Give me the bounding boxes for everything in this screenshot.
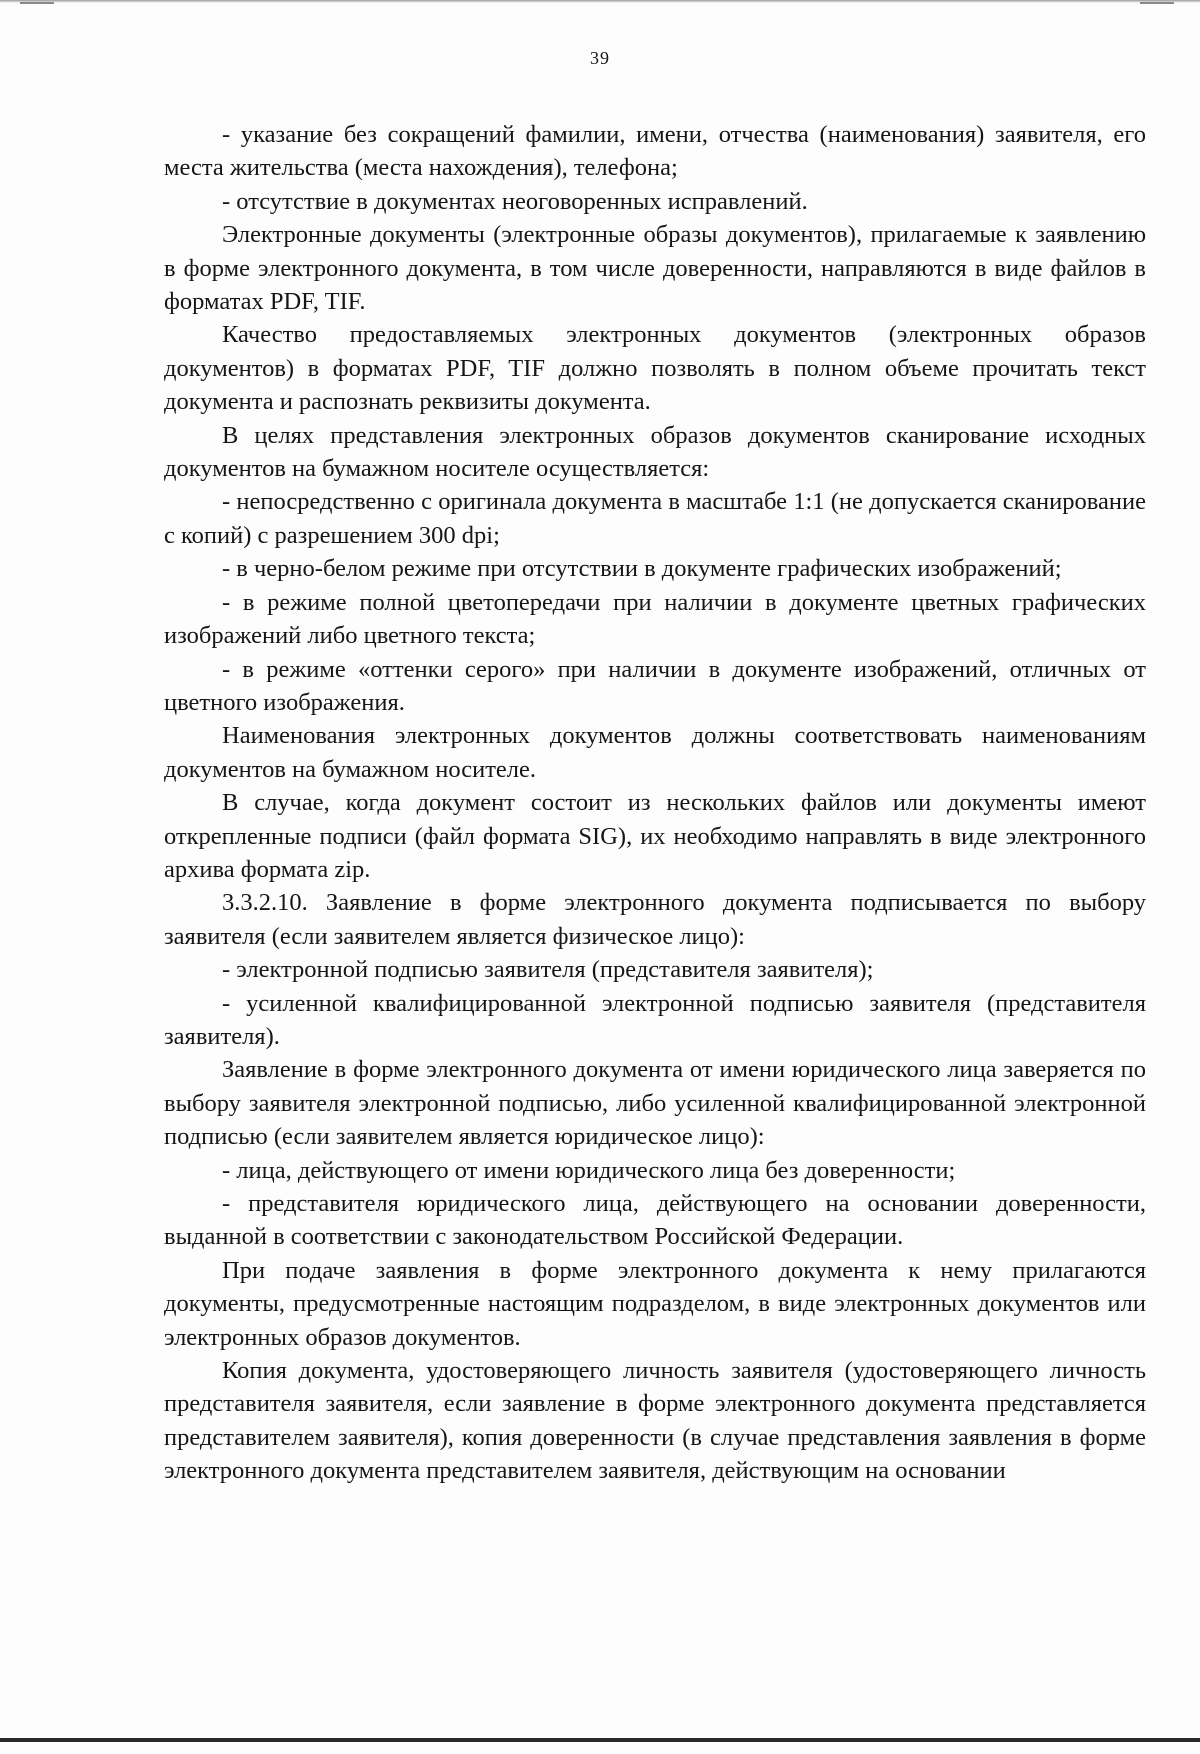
paragraph: - усиленной квалифицированной электронной подписью заявителя (представителя заявителя). bbox=[164, 989, 1146, 1050]
paragraph: Наименования электронных документов должны соответствовать наименованиям документов на бумажном носителе. bbox=[164, 722, 1146, 783]
paragraph: - в режиме полной цветопередачи при наличии в документе цветных графических изображений либо цветного текста; bbox=[164, 588, 1146, 650]
paragraph: - указание без сокращений фамилии, имени, отчества (наименования) заявителя, его места жительства (места нахождения), телефона; bbox=[164, 121, 1146, 182]
page-number: 39 bbox=[590, 48, 610, 68]
scan-top-edge bbox=[0, 0, 1200, 3]
paragraph: Качество предоставляемых электронных документов (электронных образов документов) в форматах PDF, TIF должно позволять в полном объеме прочитать текст документа и распознать реквизиты документа. bbox=[164, 321, 1146, 416]
paragraph: При подаче заявления в форме электронного документа к нему прилагаются документы, предусмотренные настоящим подразделом, в виде электронных документов или электронных образов документов. bbox=[164, 1256, 1146, 1351]
scan-corner-mark-right bbox=[1140, 2, 1174, 4]
paragraph: В целях представления электронных образов документов сканирование исходных документов на бумажном носителе осуществляется: bbox=[164, 421, 1146, 483]
paragraph: - отсутствие в документах неоговоренных исправлений. bbox=[222, 187, 808, 215]
paragraph: - представителя юридического лица, действующего на основании доверенности, выданной в соответствии с законодательством Российской Федерации. bbox=[164, 1190, 1146, 1251]
document-body bbox=[164, 118, 1146, 1488]
paragraph: 3.3.2.10. Заявление в форме электронного документа подписывается по выбору заявителя (если заявителем является физическое лицо): bbox=[164, 889, 1146, 950]
paragraph: - электронной подписью заявителя (представителя заявителя); bbox=[222, 956, 874, 984]
scan-bottom-edge bbox=[0, 1738, 1200, 1742]
scan-corner-mark-left bbox=[20, 2, 54, 4]
paragraph: Электронные документы (электронные образы документов), прилагаемые к заявлению в форме электронного документа, в том числе доверенности, направляются в виде файлов в форматах PDF, TIF. bbox=[164, 221, 1146, 316]
paragraph: В случае, когда документ состоит из нескольких файлов или документы имеют открепленные подписи (файл формата SIG), их необходимо направлять в виде электронного архива формата zip. bbox=[164, 789, 1146, 883]
paragraph: - непосредственно с оригинала документа в масштабе 1:1 (не допускается сканирование с копий) с разрешением 300 dpi; bbox=[164, 488, 1146, 549]
paragraph: Заявление в форме электронного документа от имени юридического лица заверяется по выбору заявителя электронной подписью, либо усиленной квалифицированной электронной подписью (если заявителем является юридическое лицо): bbox=[164, 1056, 1146, 1151]
paragraph: Копия документа, удостоверяющего личность заявителя (удостоверяющего личность представителя заявителя, если заявление в форме электронного документа представляется представителем заявителя), копия доверенности (в случае представления заявления в форме электронного документа представителем заявителя, действующим на основании bbox=[164, 1357, 1146, 1485]
paragraph: - лица, действующего от имени юридического лица без доверенности; bbox=[222, 1156, 956, 1184]
paragraph: - в черно-белом режиме при отсутствии в документе графических изображений; bbox=[222, 555, 1062, 583]
paragraph: - в режиме «оттенки серого» при наличии в документе изображений, отличных от цветного изображения. bbox=[164, 655, 1146, 716]
